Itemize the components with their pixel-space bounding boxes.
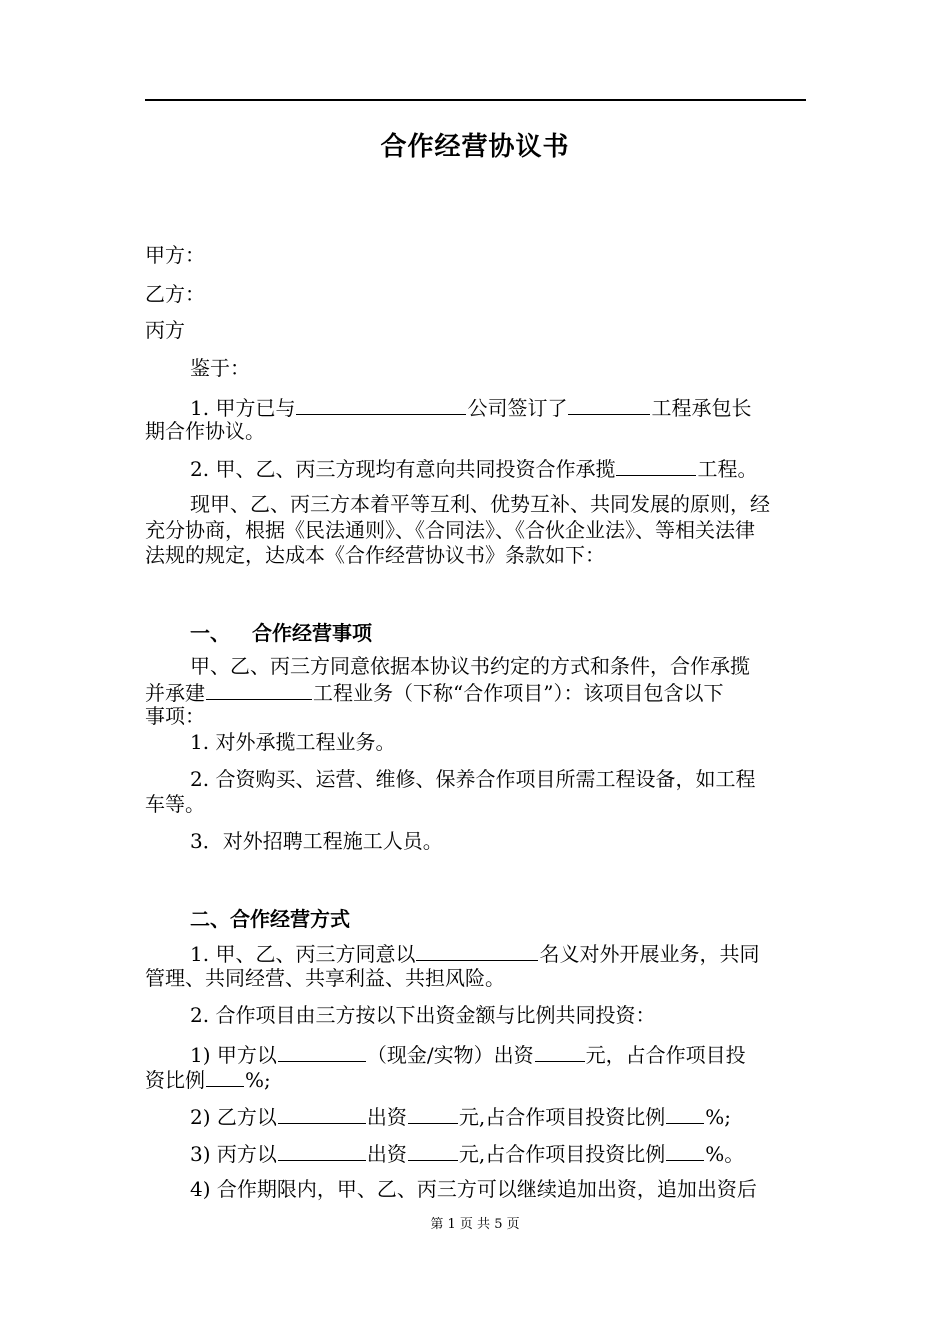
blank-b-ratio xyxy=(666,1103,704,1124)
section-1-item-1: 1. 对外承揽工程业务。 xyxy=(190,730,396,754)
recital-1-cont: 期合作协议。 xyxy=(145,419,265,443)
section-2-sub-3: 3) 丙方以 出资 元,占合作项目投资比例 %。 xyxy=(190,1142,745,1166)
section-1-item-2-cont: 车等。 xyxy=(145,792,205,816)
section-1-item-3: 3．对外招聘工程施工人员。 xyxy=(190,829,443,853)
blank-name xyxy=(416,940,538,961)
section-2-sub-1: 1) 甲方以 （现金/实物）出资 元，占合作项目投 xyxy=(190,1043,746,1067)
blank-b-amount xyxy=(408,1103,458,1124)
section-2-sub-2: 2) 乙方以 出资 元,占合作项目投资比例 %; xyxy=(190,1105,731,1129)
section-2-item-1-cont: 管理、共同经营、共享利益、共担风险。 xyxy=(145,966,505,990)
party-c-label: 丙方 xyxy=(145,318,185,342)
section-2-item-2: 2. 合作项目由三方按以下出资金额与比例共同投资： xyxy=(190,1003,656,1027)
whereas-label: 鉴于： xyxy=(190,356,250,380)
blank-c-ratio xyxy=(666,1140,704,1161)
blank-a-asset xyxy=(278,1041,366,1062)
blank-c-amount xyxy=(408,1140,458,1161)
intro-line-2: 充分协商，根据《民法通则》、《合同法》、《合伙企业法》、等相关法律 xyxy=(145,518,755,542)
blank-project xyxy=(616,455,696,476)
intro-line-1: 现甲、乙、丙三方本着平等互利、优势互补、共同发展的原则，经 xyxy=(190,492,770,516)
page-footer: 第 1 页 共 5 页 xyxy=(430,1217,520,1232)
blank-company xyxy=(296,394,466,415)
document-title: 合作经营协议书 xyxy=(380,132,570,162)
section-1-para-l3: 事项： xyxy=(145,704,205,728)
section-1-item-2: 2. 合资购买、运营、维修、保养合作项目所需工程设备，如工程 xyxy=(190,767,756,791)
blank-a-ratio xyxy=(206,1066,244,1087)
section-2-item-1: 1. 甲、乙、丙三方同意以 名义对外开展业务，共同 xyxy=(190,942,760,966)
party-b-label: 乙方： xyxy=(145,282,205,306)
section-1-heading: 一、 合作经营事项 xyxy=(190,621,372,645)
header-rule xyxy=(145,99,806,101)
blank-b-asset xyxy=(278,1103,366,1124)
party-a-label: 甲方： xyxy=(145,243,205,267)
section-2-sub-1-cont: 资比例 %; xyxy=(145,1068,271,1092)
recital-2: 2. 甲、乙、丙三方现均有意向共同投资合作承揽 工程。 xyxy=(190,457,758,481)
section-2-heading: 二、合作经营方式 xyxy=(190,907,350,931)
intro-line-3: 法规的规定，达成本《合作经营协议书》条款如下： xyxy=(145,543,605,567)
section-1-para-l1: 甲、乙、丙三方同意依据本协议书约定的方式和条件，合作承揽 xyxy=(190,654,750,678)
blank-c-asset xyxy=(278,1140,366,1161)
blank-business xyxy=(206,679,312,700)
blank-contract xyxy=(568,394,650,415)
section-1-para-l2: 并承建 工程业务（下称“合作项目”）：该项目包含以下 xyxy=(145,681,724,705)
recital-1: 1. 甲方已与 公司签订了 工程承包长 xyxy=(190,396,752,420)
blank-a-amount xyxy=(535,1041,585,1062)
section-2-sub-4: 4) 合作期限内，甲、乙、丙三方可以继续追加出资，追加出资后 xyxy=(190,1177,757,1201)
